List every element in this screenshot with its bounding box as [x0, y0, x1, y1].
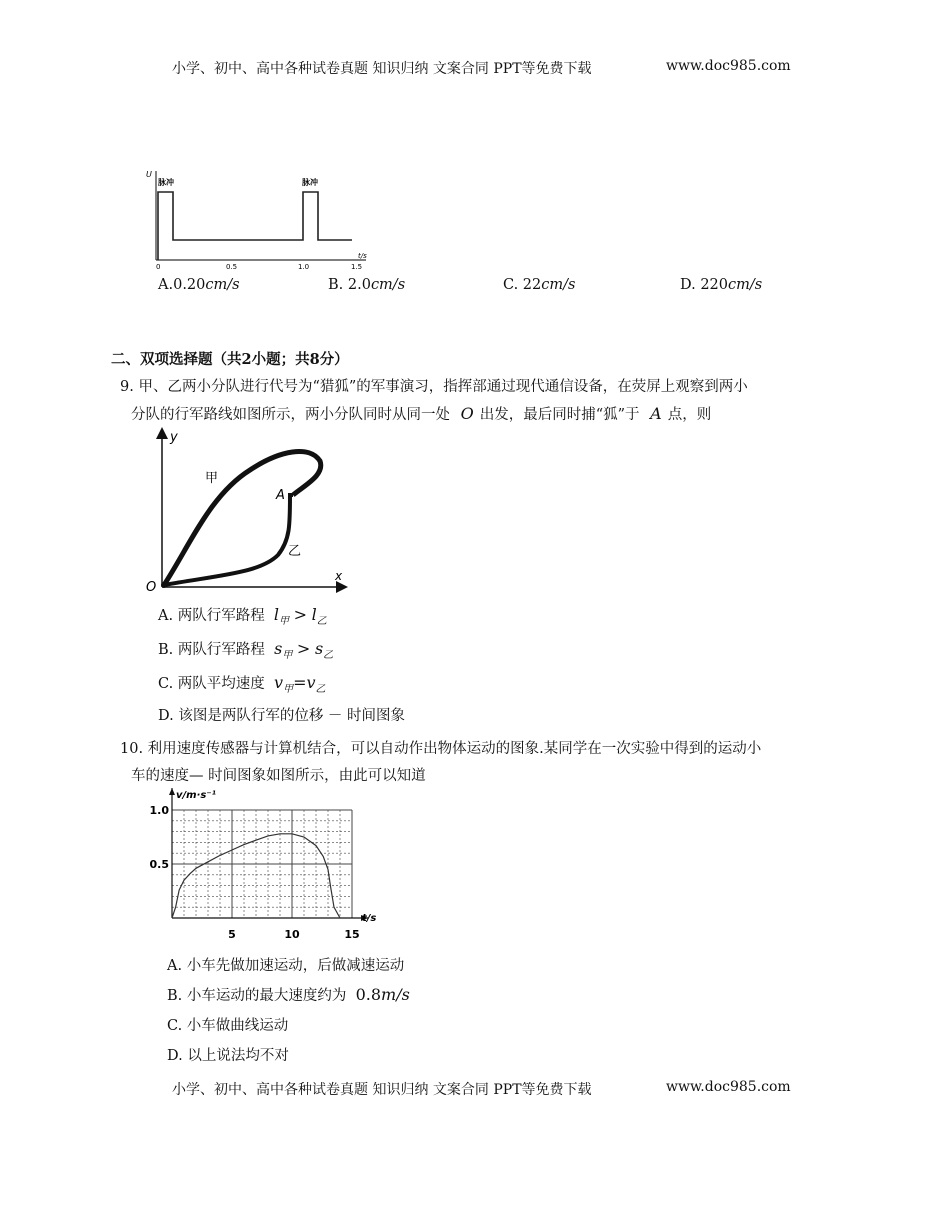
- q9-path-jia: [164, 451, 321, 585]
- q10-option-b[interactable]: B. 小车运动的最大速度约为 0.8m/s: [167, 985, 410, 1004]
- q9-label-yi: 乙: [288, 544, 302, 559]
- header-text: 小学、初中、高中各种试卷真题 知识归纳 文案合同 PPT等免费下载: [172, 61, 592, 77]
- q9-x-label: x: [335, 569, 343, 583]
- q9-origin-label: O: [146, 580, 157, 595]
- q8-option-c[interactable]: C. 22cm/s: [503, 277, 576, 293]
- pulse-signal-line: [158, 192, 352, 260]
- vt-xtick-5: 5: [228, 928, 236, 941]
- q9-option-b[interactable]: B. 两队行军路程 $s_甲 > s_乙$: [158, 639, 334, 661]
- header-url[interactable]: www.doc985.com: [666, 58, 791, 74]
- q10-vt-chart: [140, 784, 380, 946]
- q10-option-d[interactable]: D. 以上说法均不对: [167, 1048, 289, 1064]
- pulse-label-2: 脉冲: [302, 178, 318, 187]
- q9-symbol-o: O: [460, 404, 474, 423]
- vt-ytick-1.0: 1.0: [149, 804, 169, 817]
- pulse-tick-1: 0.5: [226, 263, 238, 271]
- q9-option-d[interactable]: D. 该图是两队行军的位移 － 时间图象: [158, 708, 406, 724]
- q9-path-yi: [164, 495, 293, 585]
- pulse-chart: [140, 165, 370, 275]
- q9-symbol-a: A: [650, 404, 662, 423]
- pulse-tick-3: 1.5: [351, 263, 363, 271]
- pulse-label-1: 脉冲: [158, 178, 174, 187]
- q9-label-jia: 甲: [205, 471, 219, 486]
- q9-stem-line1: 9. 甲、乙两小分队进行代号为“猎狐”的军事演习，指挥部通过现代通信设备，在荧屏上观察到两小: [120, 379, 748, 395]
- section-2-title: 二、双项选择题（共2小题；共8分）: [111, 351, 349, 368]
- vt-ylabel: v/m·s⁻¹: [176, 790, 216, 801]
- footer-url[interactable]: www.doc985.com: [666, 1079, 791, 1095]
- vt-xtick-10: 10: [284, 928, 300, 941]
- pulse-xlabel: t/s: [358, 252, 367, 260]
- q9-option-c[interactable]: C. 两队平均速度 $v_甲=v_乙$: [158, 673, 326, 695]
- q8-option-d[interactable]: D. 220cm/s: [680, 277, 763, 293]
- q9-stem-line2: 分队的行军路线如图所示，两小分队同时从同一处 O 出发，最后同时捕“狐”于 A 点，则: [131, 404, 712, 423]
- vt-y-arrow: [169, 788, 175, 795]
- q8-option-a[interactable]: A.0.20cm/s: [158, 277, 240, 293]
- q9-y-label: y: [170, 430, 178, 445]
- q9-route-figure: [140, 425, 350, 595]
- q10-stem-line1: 10. 利用速度传感器与计算机结合，可以自动作出物体运动的图象.某同学在一次实验中得到的运动小: [120, 741, 762, 757]
- vt-xtick-15: 15: [344, 928, 360, 941]
- q9-label-a: A: [276, 488, 285, 503]
- pulse-ylabel: U: [146, 170, 152, 179]
- vt-xlabel: t/s: [362, 913, 377, 924]
- pulse-tick-2: 1.0: [298, 263, 310, 271]
- vt-ytick-0.5: 0.5: [149, 858, 169, 871]
- q9-option-a[interactable]: A. 两队行军路程 $l_甲 > l_乙$: [158, 605, 327, 627]
- pulse-tick-0: 0: [156, 263, 161, 271]
- q10-option-c[interactable]: C. 小车做曲线运动: [167, 1018, 289, 1034]
- q10-stem-line2: 车的速度— 时间图象如图所示，由此可以知道: [131, 768, 426, 784]
- q10-option-a[interactable]: A. 小车先做加速运动，后做减速运动: [167, 958, 405, 974]
- q9-origin-dot: [161, 582, 167, 588]
- footer-text: 小学、初中、高中各种试卷真题 知识归纳 文案合同 PPT等免费下载: [172, 1082, 592, 1098]
- q8-option-b[interactable]: B. 2.0cm/s: [328, 277, 406, 293]
- vt-grid: [172, 810, 352, 918]
